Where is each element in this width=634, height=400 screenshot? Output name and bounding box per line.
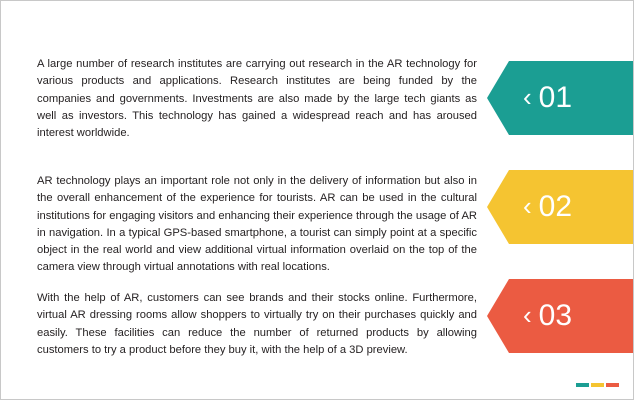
paragraph-block-1: A large number of research institutes are carrying out research in the AR technology for various products and applications. Research institutes are being funded by the companies and governments. Investments are also made by the large tech giants as well as investors. This technology has gained a widespread reach and has aroused interest worldwide. [37,58,477,140]
banner-02-content [487,170,634,244]
paragraph-block-3: With the help of AR, customers can see brands and their stocks online. Furthermore, virtual AR dressing rooms allow shoppers to virtually try on their purchases quickly and easily. These facilities can reduce the number of returned products by allowing customers to try a product before they buy it, with the help of a 3D preview. [37,292,477,356]
banner-01-content [487,61,634,135]
banner-01-number: 01 [538,81,573,114]
banner-03-content [487,279,634,353]
banner-02-number: 02 [538,190,573,223]
color-legend-bar [576,383,619,387]
banner-03-number: 03 [538,299,573,332]
chevron-left-icon: ‹ [523,300,532,330]
banner-01 [487,61,634,135]
color-swatch-red [606,383,619,387]
chevron-left-icon: ‹ [523,191,532,221]
banner-02 [487,170,634,244]
color-swatch-yellow [591,383,604,387]
paragraph-block-2: AR technology plays an important role not only in the delivery of information but also in the overall enhancement of the experience for tourists. AR can be used in the cultural institutions for engaging visitors and enhancing their experience through the usage of AR in navigation. In a typical GPS-based smartphone, a tourist can simply point at a specific object in the real world and view additional virtual information overlaid on the top of the camera view through virtual annotations with real locations. [37,175,477,274]
color-swatch-teal [576,383,589,387]
chevron-left-icon: ‹ [523,82,532,112]
banner-03 [487,279,634,353]
